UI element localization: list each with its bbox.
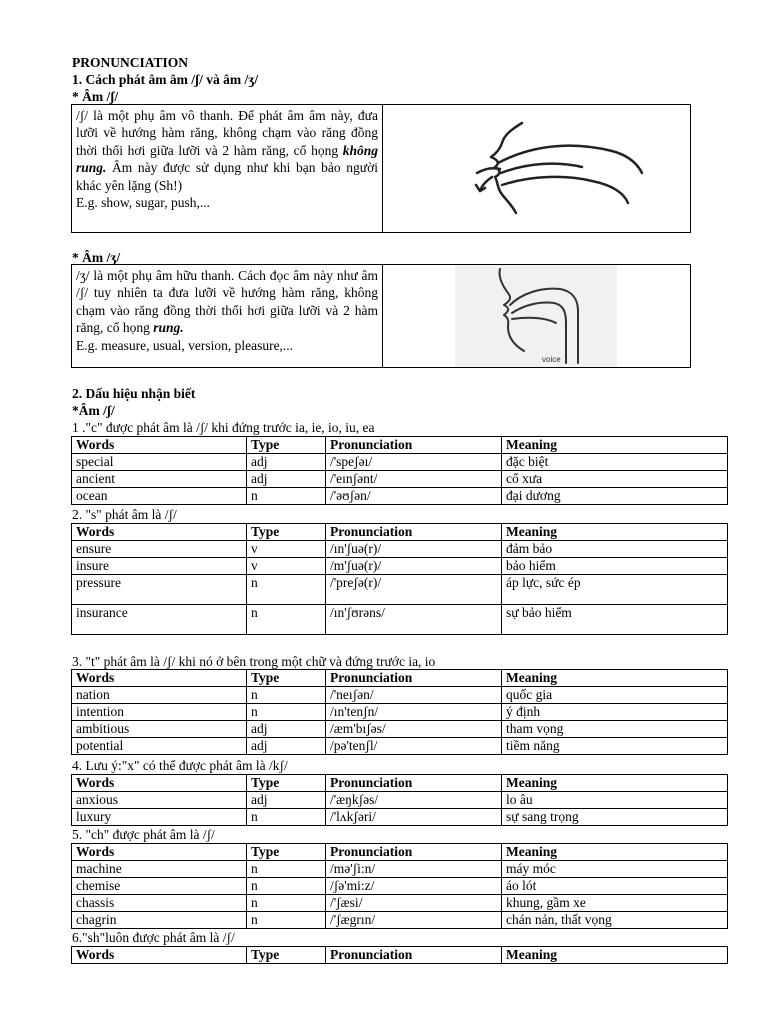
pronunciation-cell: /mə'ʃi:n/ — [326, 861, 502, 878]
header-pronunciation: Pronunciation — [326, 947, 502, 964]
header-meaning: Meaning — [502, 947, 728, 964]
header-words: Words — [72, 670, 247, 687]
pronunciation-cell: /æm'bıʃəs/ — [326, 721, 502, 738]
header-type: Type — [247, 775, 326, 792]
type-cell: n — [247, 878, 326, 895]
throat-profile-illustration-zh — [72, 265, 690, 367]
header-pronunciation: Pronunciation — [326, 844, 502, 861]
zh-example: E.g. measure, usual, version, pleasure,... — [76, 337, 294, 353]
table-row — [72, 912, 728, 929]
pronunciation-cell: /ın'ʃʊrəns/ — [326, 605, 502, 635]
table-header-row — [72, 670, 728, 687]
table-row — [72, 809, 728, 826]
meaning-cell: sự sang trọng — [502, 809, 728, 826]
table-row — [72, 878, 728, 895]
meaning-cell: ý định — [502, 704, 728, 721]
pronunciation-cell: /ın'tenʃn/ — [326, 704, 502, 721]
pronunciation-cell: /ın'ʃuə(r)/ — [326, 541, 502, 558]
table-row — [72, 861, 728, 878]
meaning-cell: quốc gia — [502, 687, 728, 704]
meaning-cell: bảo hiểm — [502, 558, 728, 575]
sh-subheading: * Âm /ʃ/ — [72, 89, 119, 104]
word-cell: luxury — [72, 809, 247, 826]
type-cell: adj — [247, 454, 326, 471]
header-words: Words — [72, 775, 247, 792]
voice-label: voice — [542, 355, 561, 364]
sh-description-text: /ʃ/ là một phụ âm vô thanh. Để phát âm âm này, đưa lưỡi về hướng hàm răng, không chạm vào răng đồng thời thổi hơi giữa lưỡi và 2 hàm răng, cổ họng — [76, 108, 378, 158]
zh-description-text: /ʒ/ là một phụ âm hữu thanh. Cách đọc âm này như âm /ʃ/ tuy nhiên ta đưa lưỡi về hướng hàm răng, không chạm vào răng đồng thời thổi hơi giữa lưỡi và 2 hàm răng, cổ họng — [76, 268, 378, 336]
header-words: Words — [72, 437, 247, 454]
meaning-cell: chán nản, thất vọng — [502, 912, 728, 929]
pronunciation-cell: /'ʃæsi/ — [326, 895, 502, 912]
pronunciation-cell: /m'ʃuə(r)/ — [326, 558, 502, 575]
header-type: Type — [247, 947, 326, 964]
table-row — [72, 738, 728, 755]
mouth-profile-illustration-sh — [72, 105, 690, 232]
rule-3-table — [71, 669, 728, 755]
table-header-row — [72, 437, 728, 454]
sh-example: E.g. show, sugar, push,... — [76, 195, 210, 211]
sh-description-box — [71, 104, 691, 233]
rule-6-caption: 6."sh"luôn được phát âm là /ʃ/ — [72, 930, 235, 945]
header-pronunciation: Pronunciation — [326, 524, 502, 541]
type-cell: v — [247, 541, 326, 558]
word-cell: ensure — [72, 541, 247, 558]
meaning-cell: đặc biệt — [502, 454, 728, 471]
meaning-cell: đảm bảo — [502, 541, 728, 558]
word-cell: insure — [72, 558, 247, 575]
table-row — [72, 541, 728, 558]
zh-description-emphasis: rung. — [153, 320, 184, 336]
section-2-subheading: *Âm /ʃ/ — [72, 403, 115, 418]
type-cell: n — [247, 809, 326, 826]
rule-4-caption: 4. Lưu ý:"x" có thể được phát âm là /kʃ/ — [72, 758, 288, 773]
meaning-cell: máy móc — [502, 861, 728, 878]
pronunciation-cell: /'æŋkʃəs/ — [326, 792, 502, 809]
header-words: Words — [72, 947, 247, 964]
word-cell: special — [72, 454, 247, 471]
type-cell: n — [247, 912, 326, 929]
pronunciation-cell: /'əʊʃən/ — [326, 488, 502, 505]
word-cell: chagrin — [72, 912, 247, 929]
table-row — [72, 454, 728, 471]
table-row — [72, 605, 728, 635]
table-header-row — [72, 844, 728, 861]
word-cell: ambitious — [72, 721, 247, 738]
header-type: Type — [247, 844, 326, 861]
rule-4-table — [71, 774, 728, 826]
header-meaning: Meaning — [502, 670, 728, 687]
sh-description-text-end: Âm này được sử dụng như khi bạn bảo người khác yên lặng (Sh!) — [76, 160, 378, 193]
pronunciation-cell: /'ʃægrın/ — [326, 912, 502, 929]
pronunciation-cell: /ʃə'mi:z/ — [326, 878, 502, 895]
type-cell: v — [247, 558, 326, 575]
pronunciation-cell: /'eınʃənt/ — [326, 471, 502, 488]
type-cell: n — [247, 575, 326, 605]
rule-3-caption: 3. "t" phát âm là /ʃ/ khi nó ở bên trong một chữ và đứng trước ia, io — [72, 654, 436, 669]
word-cell: chemise — [72, 878, 247, 895]
rule-2-caption: 2. "s" phát âm là /ʃ/ — [72, 507, 177, 522]
pronunciation-cell: /'speʃəı/ — [326, 454, 502, 471]
header-words: Words — [72, 844, 247, 861]
word-cell: potential — [72, 738, 247, 755]
table-header-row — [72, 524, 728, 541]
type-cell: n — [247, 488, 326, 505]
header-pronunciation: Pronunciation — [326, 670, 502, 687]
header-type: Type — [247, 437, 326, 454]
type-cell: n — [247, 861, 326, 878]
type-cell: n — [247, 687, 326, 704]
pronunciation-cell: /'lʌkʃəri/ — [326, 809, 502, 826]
pronunciation-cell: /'preʃə(r)/ — [326, 575, 502, 605]
zh-description-box — [71, 264, 691, 368]
word-cell: ocean — [72, 488, 247, 505]
table-row — [72, 895, 728, 912]
table-header-row — [72, 947, 728, 964]
header-words: Words — [72, 524, 247, 541]
rule-1-caption: 1 ."c" được phát âm là /ʃ/ khi đứng trước ia, ie, io, iu, ea — [72, 420, 375, 435]
table-row — [72, 558, 728, 575]
meaning-cell: tham vọng — [502, 721, 728, 738]
type-cell: n — [247, 895, 326, 912]
table-row — [72, 721, 728, 738]
meaning-cell: áp lực, sức ép — [502, 575, 728, 605]
rule-6-table — [71, 946, 728, 964]
table-header-row — [72, 775, 728, 792]
rule-5-caption: 5. "ch" được phát âm là /ʃ/ — [72, 827, 215, 842]
header-meaning: Meaning — [502, 524, 728, 541]
rule-5-table — [71, 843, 728, 929]
meaning-cell: đại dương — [502, 488, 728, 505]
pronunciation-cell: /'neıʃən/ — [326, 687, 502, 704]
table-row — [72, 687, 728, 704]
header-pronunciation: Pronunciation — [326, 437, 502, 454]
meaning-cell: khung, gầm xe — [502, 895, 728, 912]
word-cell: pressure — [72, 575, 247, 605]
header-type: Type — [247, 524, 326, 541]
word-cell: ancient — [72, 471, 247, 488]
section-2-heading: 2. Dấu hiệu nhận biết — [72, 386, 196, 401]
meaning-cell: cổ xưa — [502, 471, 728, 488]
table-row — [72, 704, 728, 721]
word-cell: insurance — [72, 605, 247, 635]
meaning-cell: áo lót — [502, 878, 728, 895]
rule-1-table — [71, 436, 728, 505]
table-row — [72, 575, 728, 605]
page-title: PRONUNCIATION — [72, 55, 189, 70]
word-cell: nation — [72, 687, 247, 704]
type-cell: adj — [247, 471, 326, 488]
header-pronunciation: Pronunciation — [326, 775, 502, 792]
zh-subheading: * Âm /ʒ/ — [72, 250, 121, 265]
sh-description-emphasis: không rung. — [76, 142, 378, 176]
header-meaning: Meaning — [502, 437, 728, 454]
type-cell: adj — [247, 738, 326, 755]
header-meaning: Meaning — [502, 844, 728, 861]
word-cell: machine — [72, 861, 247, 878]
meaning-cell: lo âu — [502, 792, 728, 809]
table-row — [72, 792, 728, 809]
type-cell: adj — [247, 792, 326, 809]
word-cell: chassis — [72, 895, 247, 912]
table-row — [72, 471, 728, 488]
type-cell: adj — [247, 721, 326, 738]
type-cell: n — [247, 704, 326, 721]
meaning-cell: sự bảo hiểm — [502, 605, 728, 635]
meaning-cell: tiềm năng — [502, 738, 728, 755]
word-cell: intention — [72, 704, 247, 721]
header-type: Type — [247, 670, 326, 687]
rule-2-table — [71, 523, 728, 635]
table-row — [72, 488, 728, 505]
header-meaning: Meaning — [502, 775, 728, 792]
type-cell: n — [247, 605, 326, 635]
word-cell: anxious — [72, 792, 247, 809]
pronunciation-cell: /pə'tenʃl/ — [326, 738, 502, 755]
section-1-heading: 1. Cách phát âm âm /ʃ/ và âm /ʒ/ — [72, 72, 259, 87]
